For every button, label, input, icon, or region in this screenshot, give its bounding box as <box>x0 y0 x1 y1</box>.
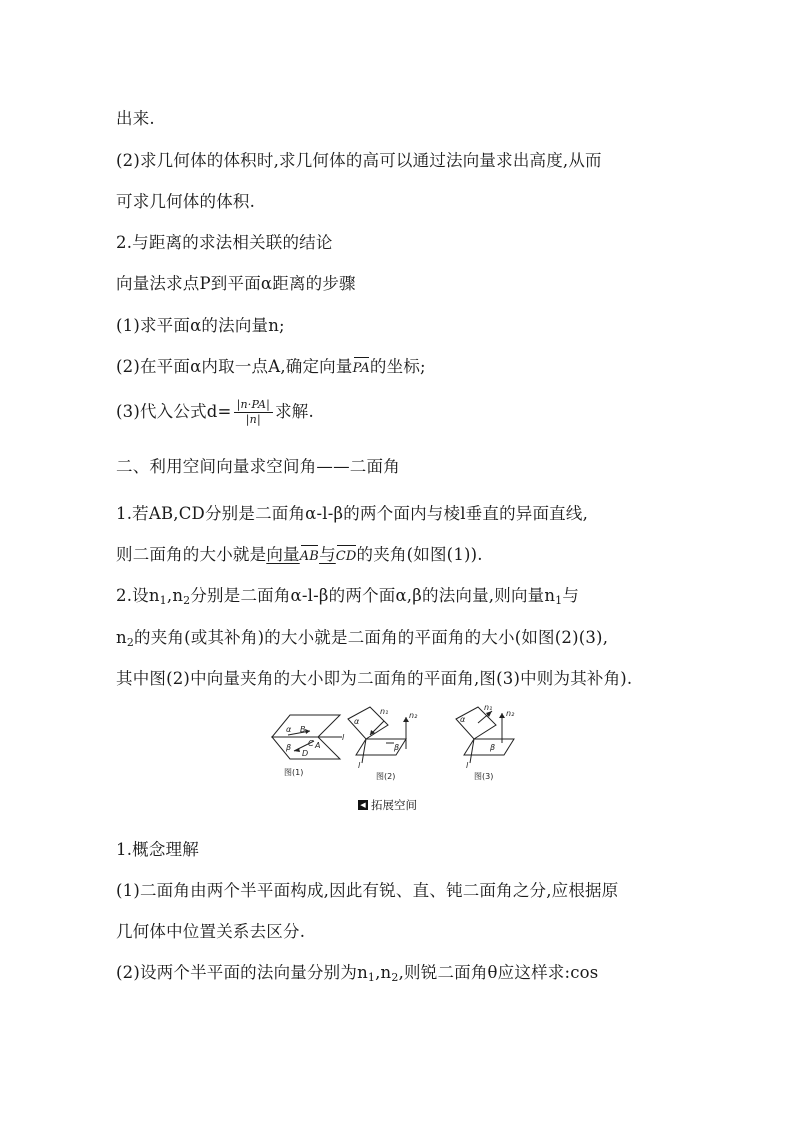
subscript: 2 <box>391 971 399 984</box>
text-run: 分别是二面角α-l-β的两个面α,β的法向量,则向量n <box>190 586 556 605</box>
text-run: 的夹角(或其补角)的大小就是二面角的平面角的大小(如图(2)(3), <box>134 628 609 647</box>
label-n2-2: n₂ <box>409 711 418 720</box>
text-line: 出来. <box>116 109 155 128</box>
label-alpha-3: α <box>460 715 466 724</box>
section-heading: 2.与距离的求法相关联的结论 <box>116 233 333 252</box>
label-l-2: l <box>358 761 361 770</box>
text-line: (1)求平面α的法向量n; <box>116 316 285 335</box>
formula-line <box>116 398 694 427</box>
text-run: n <box>116 628 127 647</box>
label-a: A <box>315 741 321 750</box>
label-d: D <box>302 749 309 758</box>
caption-figure-2: 图(2) <box>376 772 396 781</box>
text-line: 可求几何体的体积. <box>116 192 256 211</box>
tag-label: 拓展空间 <box>371 798 417 812</box>
distance-fraction <box>234 398 274 427</box>
text-line: (1)二面角由两个半平面构成,因此有锐、直、钝二面角之分,应根据原 <box>116 881 619 900</box>
label-n1-2: n₁ <box>380 707 389 716</box>
underlined-text <box>266 545 356 564</box>
text-run: 求解. <box>275 402 314 421</box>
dihedral-angle-figures <box>270 705 540 785</box>
label-l-3: l <box>466 761 469 770</box>
text-run: 与 <box>562 586 580 605</box>
text-run: ,n <box>166 586 184 605</box>
subscript: 1 <box>555 594 563 607</box>
subscript: 1 <box>159 594 167 607</box>
vector-pa: PA <box>353 357 370 381</box>
subscript: 2 <box>126 636 135 649</box>
text-run: ,n <box>375 963 392 982</box>
section-heading: 二、利用空间向量求空间角——二面角 <box>116 457 400 476</box>
speaker-icon: ◀ <box>358 800 368 810</box>
caption-figure-1: 图(1) <box>284 768 304 777</box>
text-line <box>116 543 694 569</box>
fraction-numerator: |n·PA| <box>234 398 274 413</box>
text-line <box>116 961 694 990</box>
label-n2-3: n₂ <box>506 709 515 718</box>
text-run: (3)代入公式d= <box>116 402 232 421</box>
label-l: l <box>342 733 345 742</box>
fraction-denominator: |n| <box>245 413 261 426</box>
text-line <box>116 626 694 655</box>
text-run: 向量 <box>266 545 300 564</box>
text-run: (2)在平面α内取一点A,确定向量 <box>116 357 353 376</box>
text-line <box>116 355 694 381</box>
label-n1-3: n₁ <box>484 703 493 712</box>
text-run: 则二面角的大小就是 <box>116 545 267 564</box>
text-line: 其中图(2)中向量夹角的大小即为二面角的平面角,图(3)中则为其补角). <box>116 669 633 688</box>
subscript: 1 <box>367 971 376 984</box>
vector-ab: AB <box>300 545 319 569</box>
text-run: 的坐标; <box>369 357 426 376</box>
text-line: 1.若AB,CD分别是二面角α-l-β的两个面内与棱l垂直的异面直线, <box>116 504 589 523</box>
text-line <box>116 584 694 613</box>
text-run: 2.设n <box>116 586 160 605</box>
expansion-space-tag <box>358 797 417 813</box>
section-heading: 1.概念理解 <box>116 840 199 859</box>
label-beta-2: β <box>394 743 400 752</box>
label-beta-3: β <box>490 743 496 752</box>
subscript: 2 <box>183 594 191 607</box>
text-run: (2)设两个半平面的法向量分别为n <box>116 963 368 982</box>
label-alpha-2: α <box>354 717 360 726</box>
label-b: B <box>300 725 306 734</box>
text-run: 的夹角(如图(1)). <box>356 545 483 564</box>
vector-cd: CD <box>336 545 357 569</box>
caption-figure-3: 图(3) <box>474 772 494 781</box>
text-run: 与 <box>319 545 336 564</box>
label-c: C <box>308 739 314 748</box>
label-beta: β <box>286 743 292 752</box>
label-alpha: α <box>286 725 292 734</box>
text-run: ,则锐二面角θ应这样求:cos <box>398 963 599 982</box>
text-line: (2)求几何体的体积时,求几何体的高可以通过法向量求出高度,从而 <box>116 151 602 170</box>
text-line: 几何体中位置关系去区分. <box>116 922 306 941</box>
text-line: 向量法求点P到平面α距离的步骤 <box>116 274 356 293</box>
